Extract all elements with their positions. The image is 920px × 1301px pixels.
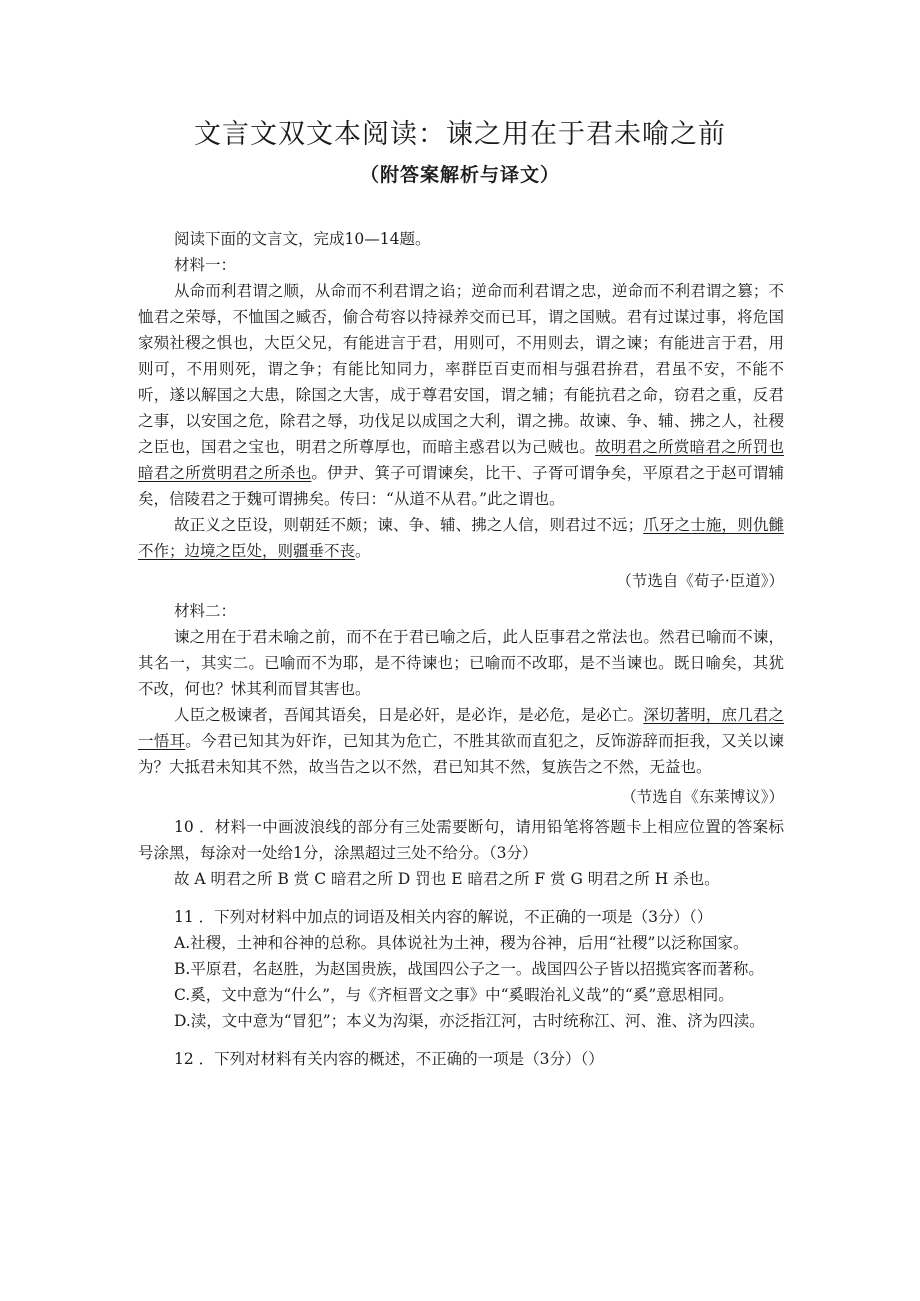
material2-paragraph-2 [138,702,784,780]
underlined-sentence-2: 深切著明，庶几君之一悟耳 [138,706,784,750]
material1-p2-text: 故正义之臣设，则朝廷不颇；谏、争、辅、拂之人信，则君过不远； [174,516,644,534]
wavy-underlined-sentence: 故明君之所赏暗君之所罚也暗君之所赏明君之所杀也 [138,438,784,482]
material1-paragraph-2 [138,512,784,564]
question-11-stem: 11 ．下列对材料中加点的词语及相关内容的解说，不正确的一项是（3分）（） [174,908,713,926]
material1-p1-text: 从命而利君谓之顺，从命而不利君谓之谄；逆命而利君谓之忠，逆命而不利君谓之篡；不恤君之荣辱，不恤国之臧否，偷合苟容以持禄养交而已耳，谓之国贼。君有过谋过事，将危国家殒社稷之惧也，大臣父兄，有能进言于君，用则可，不用则去，谓之谏；有能进言于君，用则可，不用则死，谓之争；有能比知同力，率群臣百吏而相与强君拚君，君虽不安，不能不听，遂以解国之大患，除国之大害，成于尊君安国，谓之辅；有能抗君之命，窃君之重，反君之事，以安国之危，除君之辱，功伐足以成国之大利，谓之拂。故谏、争、辅、拂之人，社稷之臣也，国君之宝也，明君之所尊厚也，而暗主惑君以为己贼也。 [138,282,784,456]
question-11-option-c: C.奚，文中意为“什么”，与《齐桓晋文之事》中“奚暇治礼义哉”的“奚”意思相同。 [174,986,734,1004]
question-10-answer-line: 故 A 明君之所 B 赏 C 暗君之所 D 罚也 E 暗君之所 F 赏 G 明君之所 H 杀也。 [174,870,720,888]
document-subtitle: （附答案解析与译文） [359,164,560,186]
material1-source: （节选自《荀子·臣道》） [616,572,784,590]
material2-p2-text: 人臣之极谏者，吾闻其语矣，日是必奸，是必诈，是必危，是必亡。 [174,706,644,724]
underlined-sentence-1: 爪牙之士施，则仇雠不作；边境之臣处，则疆垂不丧 [138,516,784,560]
question-11-option-a: A.社稷，土神和谷神的总称。具体说社为土神，稷为谷神，后用“社稷”以泛称国家。 [174,934,749,952]
material2-p2-end: 。今君已知其为奸诈，已知其为危亡，不胜其欲而直犯之，反饰游辞而拒我，又关以谏为？大抵君未知其不然，故当告之以不然，君已知其不然，复族告之不然，无益也。 [138,732,784,776]
question-10-stem: 10 ．材料一中画波浪线的部分有三处需要断句，请用铅笔将答题卡上相应位置的答案标号涂黑，每涂对一处给1分，涂黑超过三处不给分。（3分） [138,818,784,862]
material2-label: 材料二： [174,602,237,620]
material2-source: （节选自《东莱博议》） [621,788,784,806]
question-11-option-b: B.平原君，名赵胜，为赵国贵族，战国四公子之一。战国四公子皆以招揽宾客而著称。 [174,960,764,978]
material1-label: 材料一： [174,256,237,274]
document-title: 文言文双文本阅读：谏之用在于君未喻之前 [194,119,726,150]
document-body [138,226,784,1072]
material1-p1-text-end: 。伊尹、箕子可谓谏矣，比干、子胥可谓争矣，平原君之于赵可谓辅矣，信陵君之于魏可谓拂矣。传曰：“从道不从君。”此之谓也。 [138,464,784,508]
intro-instruction: 阅读下面的文言文，完成10—14题。 [174,230,431,248]
material1-p2-end: 。 [355,542,371,560]
material2-paragraph-1: 谏之用在于君未喻之前，而不在于君已喻之后，此人臣事君之常法也。然君已喻而不谏，其名一，其实二。已喻而不为耶，是不待谏也；已喻而不改耶，是不当谏也。既日喻矣，其犹不改，何也？怵其利而冒其害也。 [138,628,784,698]
material1-paragraph-1 [138,278,784,512]
question-11-option-d: D.渎，文中意为“冒犯”；本义为沟渠，亦泛指江河，古时统称江、河、淮、济为四渎。 [174,1012,765,1030]
question-12-stem: 12 ．下列对材料有关内容的概述，不正确的一项是（3分）（） [174,1050,604,1068]
